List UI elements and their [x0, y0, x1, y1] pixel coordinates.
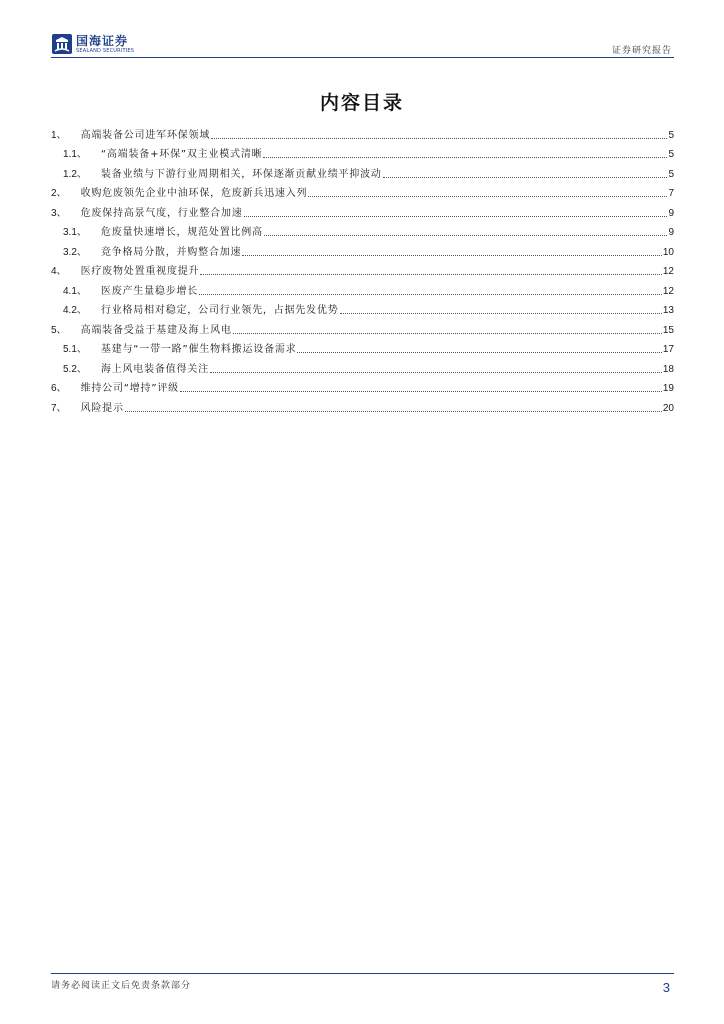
- toc-entry-number: 5.2、: [63, 363, 87, 375]
- toc-entry-label: 基建与“一带一路”催生物料搬运设备需求: [100, 344, 297, 355]
- toc-entry-number: 5.1、: [63, 344, 87, 355]
- toc-entry-page: 9: [668, 207, 674, 219]
- toc-entry-label: “高端装备+环保”双主业模式清晰: [100, 149, 263, 160]
- toc-entry-page: 9: [668, 227, 674, 238]
- toc-leader-dots: [244, 216, 668, 217]
- toc-entry-page: 18: [662, 363, 674, 375]
- toc-entry-number: 4、: [51, 266, 67, 277]
- toc-entry[interactable]: [51, 200, 674, 220]
- toc-entry-label: 海上风电装备值得关注: [100, 363, 209, 375]
- toc-leader-dots: [125, 411, 662, 412]
- toc-leader-dots: [297, 352, 661, 353]
- toc-entry-label: 收购危废领先企业中油环保，危废新兵迅速入列: [80, 188, 308, 199]
- toc-leader-dots: [199, 294, 662, 295]
- page-header: [51, 30, 674, 58]
- toc-entry-number: 1、: [51, 129, 67, 141]
- toc-entry-number: 3、: [51, 207, 67, 219]
- toc-entry[interactable]: [51, 142, 674, 162]
- toc-leader-dots: [264, 235, 668, 236]
- toc-entry-label: 危废保持高景气度，行业整合加速: [80, 207, 243, 219]
- sealand-logo-icon: [51, 33, 73, 55]
- toc-entry-page: 15: [662, 324, 674, 336]
- toc-entry[interactable]: [51, 259, 674, 279]
- toc-entry[interactable]: [51, 376, 674, 396]
- toc-entry[interactable]: [51, 298, 674, 318]
- footer-divider: [51, 973, 674, 974]
- company-logo: [51, 33, 134, 55]
- toc-entry-page: 19: [662, 383, 674, 394]
- toc-entry-number: 1.1、: [63, 149, 87, 160]
- toc-entry[interactable]: [51, 181, 674, 201]
- toc-entry-number: 2、: [51, 188, 67, 199]
- toc-leader-dots: [340, 313, 662, 314]
- toc-entry-number: 5、: [51, 324, 67, 336]
- toc-leader-dots: [200, 274, 662, 275]
- toc-entry-page: 13: [662, 305, 674, 316]
- toc-leader-dots: [308, 196, 667, 197]
- toc-entry-page: 7: [668, 188, 674, 199]
- toc-entry-page: 12: [662, 285, 674, 297]
- toc-entry-number: 7、: [51, 402, 67, 414]
- toc-entry-label: 高端装备受益于基建及海上风电: [80, 324, 232, 336]
- toc-entry-label: 高端装备公司进军环保领域: [80, 129, 211, 141]
- toc-entry-page: 5: [668, 129, 674, 141]
- toc-leader-dots: [233, 333, 662, 334]
- toc-entry-page: 17: [662, 344, 674, 355]
- toc-entry-page: 10: [662, 246, 674, 258]
- toc-entry-page: 5: [668, 168, 674, 180]
- toc-entry-label: 维持公司“增持”评级: [80, 383, 179, 394]
- toc-entry-label: 医废产生量稳步增长: [100, 285, 199, 297]
- toc-entry[interactable]: [51, 356, 674, 376]
- toc-entry-page: 12: [662, 266, 674, 277]
- toc-entry[interactable]: [51, 317, 674, 337]
- toc-entry[interactable]: [51, 337, 674, 357]
- logo-cn-text: 国海证券: [76, 33, 129, 48]
- header-divider: [51, 57, 674, 58]
- toc-entry-page: 20: [662, 402, 674, 414]
- toc-entry[interactable]: [51, 220, 674, 240]
- toc-entry[interactable]: [51, 122, 674, 142]
- toc-entry[interactable]: [51, 239, 674, 259]
- toc-entry-label: 风险提示: [80, 402, 124, 414]
- toc-entry-label: 装备业绩与下游行业周期相关，环保逐渐贡献业绩平抑波动: [100, 168, 382, 180]
- toc-leader-dots: [180, 391, 662, 392]
- toc-entry-number: 4.1、: [63, 285, 87, 297]
- logo-en-text: SEALAND SECURITIES: [76, 47, 135, 54]
- toc-title: 内容目录: [319, 92, 404, 114]
- toc-entry[interactable]: [51, 161, 674, 181]
- toc-leader-dots: [383, 177, 668, 178]
- toc-entry-label: 危废量快速增长，规范处置比例高: [100, 227, 263, 238]
- disclaimer-note: 请务必阅读正文后免责条款部分: [51, 981, 192, 991]
- report-type-label: 证券研究报告: [611, 46, 672, 56]
- toc-leader-dots: [242, 255, 662, 256]
- toc-entry-number: 1.2、: [63, 168, 87, 180]
- toc-entry-number: 4.2、: [63, 305, 87, 316]
- toc-entry-label: 医疗废物处置重视度提升: [80, 266, 200, 277]
- toc-entry-page: 5: [668, 149, 674, 160]
- toc-entry-label: 竞争格局分散，并购整合加速: [100, 246, 242, 258]
- toc-entry-label: 行业格局相对稳定，公司行业领先，占据先发优势: [100, 305, 339, 316]
- toc-entry-number: 6、: [51, 383, 67, 394]
- toc-entry-number: 3.1、: [63, 227, 87, 238]
- toc-leader-dots: [210, 372, 662, 373]
- toc-entry-number: 3.2、: [63, 246, 87, 258]
- page-number: 3: [662, 980, 670, 995]
- toc-leader-dots: [263, 157, 667, 158]
- toc-entry[interactable]: [51, 395, 674, 415]
- toc-leader-dots: [211, 138, 667, 139]
- table-of-contents: [51, 122, 674, 415]
- toc-entry[interactable]: [51, 278, 674, 298]
